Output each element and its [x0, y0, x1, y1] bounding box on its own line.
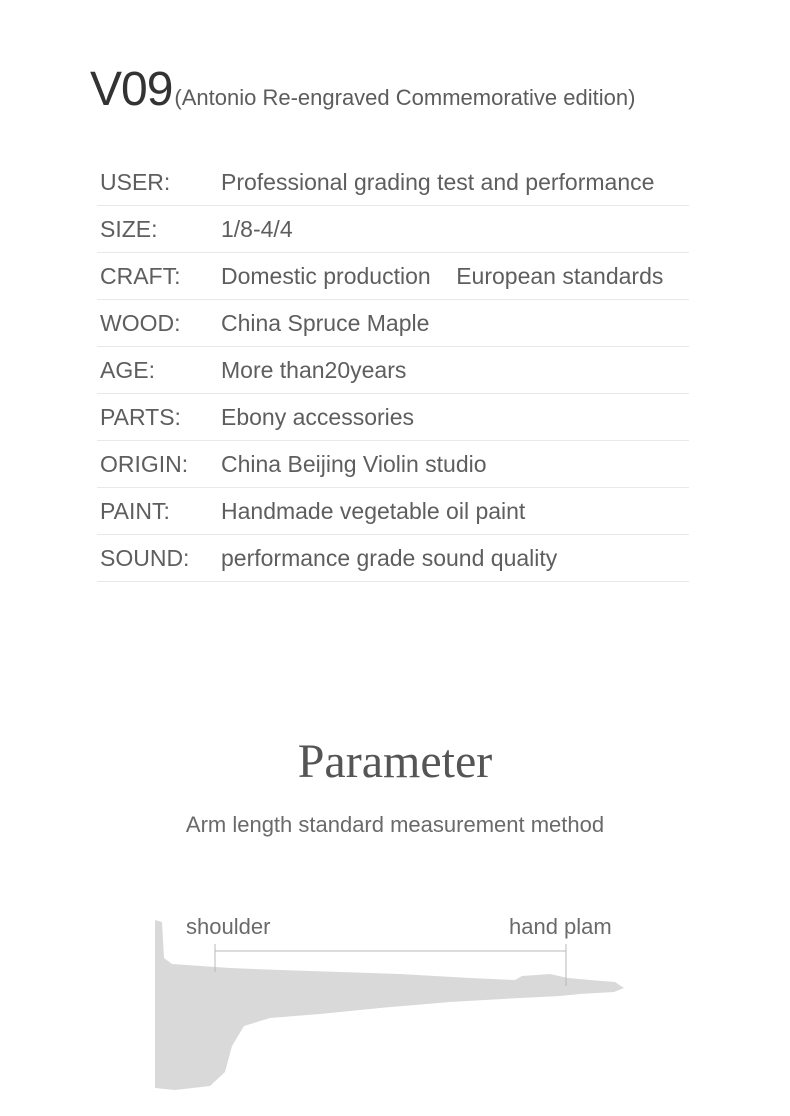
spec-row-origin — [97, 442, 689, 488]
product-title — [90, 62, 635, 117]
spec-row-user — [97, 160, 689, 206]
spec-label: AGE: — [100, 357, 155, 383]
spec-row-size — [97, 207, 689, 253]
spec-value: China Spruce Maple — [221, 310, 430, 336]
spec-label: PARTS: — [100, 404, 181, 430]
spec-label: SOUND: — [100, 545, 190, 571]
hand-palm-label: hand plam — [509, 914, 612, 939]
spec-value: Ebony accessories — [221, 404, 415, 430]
spec-value: performance grade sound quality — [221, 545, 558, 571]
spec-label: ORIGIN: — [100, 451, 189, 477]
model-name: V09 — [90, 63, 173, 116]
spec-label: USER: — [100, 169, 171, 195]
spec-label: CRAFT: — [100, 263, 181, 289]
spec-table — [97, 160, 689, 583]
spec-row-wood — [97, 301, 689, 347]
spec-row-sound — [97, 536, 689, 582]
spec-label: PAINT: — [100, 498, 170, 524]
spec-label: WOOD: — [100, 310, 181, 336]
parameter-subtitle: Arm length standard measurement method — [185, 812, 605, 837]
spec-row-parts — [97, 395, 689, 441]
spec-label: SIZE: — [100, 216, 158, 242]
spec-row-paint — [97, 489, 689, 535]
spec-value: 1/8-4/4 — [221, 216, 293, 242]
spec-row-age — [97, 348, 689, 394]
parameter-title: Parameter — [297, 735, 493, 788]
arm-length-diagram — [0, 900, 790, 1116]
spec-value: Professional grading test and performance — [221, 169, 655, 195]
spec-value: More than20years — [221, 357, 407, 383]
spec-value: Domestic production European standards — [221, 263, 664, 289]
spec-value: Handmade vegetable oil paint — [221, 498, 526, 524]
spec-row-craft — [97, 254, 689, 300]
shoulder-label: shoulder — [186, 914, 271, 939]
spec-value: China Beijing Violin studio — [221, 451, 487, 477]
edition-name: (Antonio Re-engraved Commemorative edition) — [174, 85, 636, 110]
arm-silhouette — [155, 920, 624, 1090]
